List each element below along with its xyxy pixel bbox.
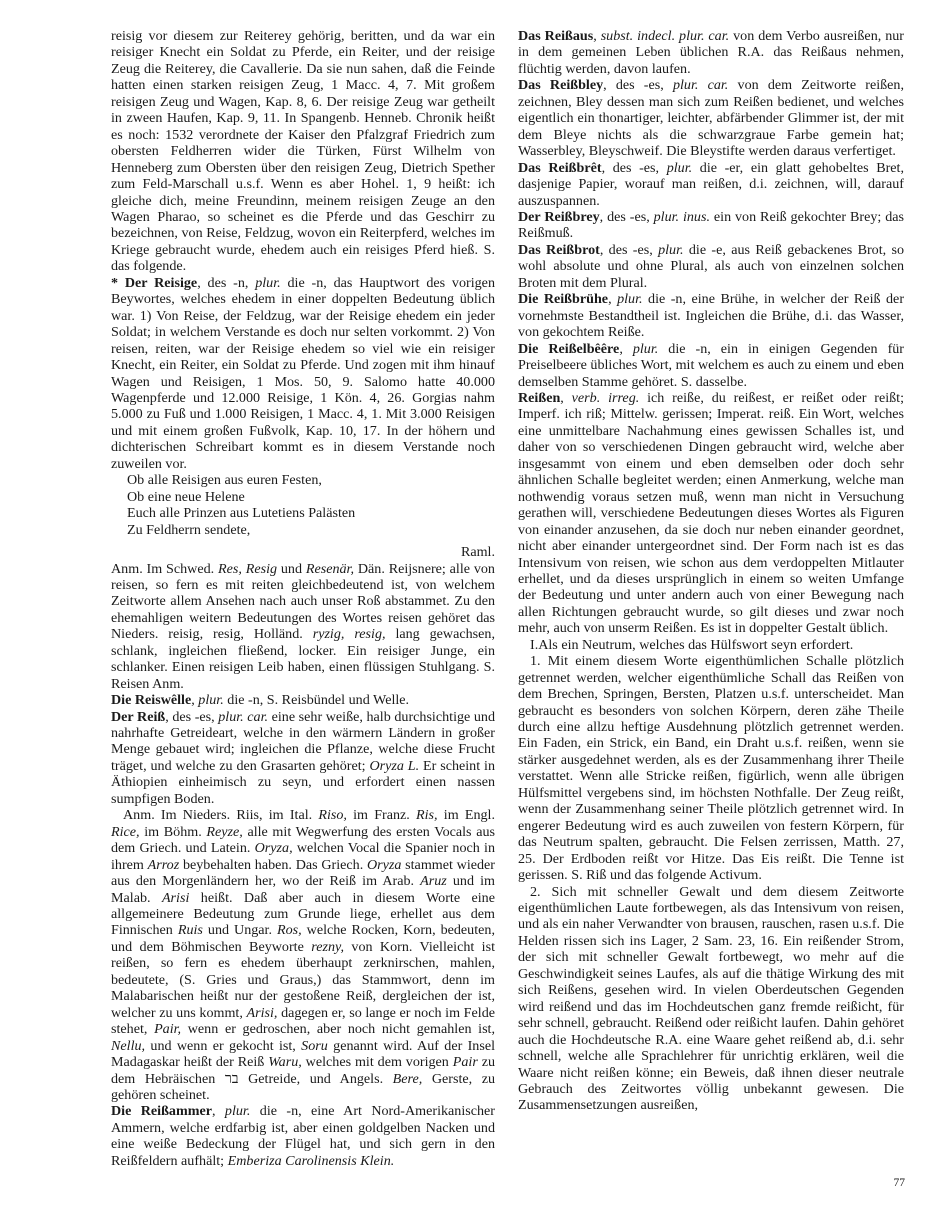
grammar-label: plur. bbox=[658, 241, 684, 258]
headword: Die Reißammer bbox=[111, 1103, 212, 1120]
headword: Das Reißbrot bbox=[518, 241, 600, 258]
page-number: 77 bbox=[893, 1177, 905, 1189]
headword: Der Reiß bbox=[111, 708, 166, 725]
grammar-label: plur. bbox=[255, 274, 281, 291]
latin-name: Oryza L. bbox=[369, 757, 420, 774]
headword: Das Reißbley bbox=[518, 77, 604, 94]
headword: Die Reißelbêêre bbox=[518, 340, 620, 357]
hebrew-word: בר bbox=[224, 1070, 239, 1087]
section-neutrum: I.Als ein Neutrum, welches das Hülfswort seyn erfordert. bbox=[530, 636, 854, 653]
sense-2: 2. Sich mit schneller Gewalt und dem diesem Zeitworte eigenthümlichen Laute fortbewegen, als das Intensivum von reisen, und als ein naher Verwandter von brausen, rauschen, rasen u.s.f. Die Helden rissen sich ins Lager, 2 Sam. 23, 16. Ein reißender Strom, der sich mit schneller Gewalt fortbewegt, wo mehr auf die Geschwindigkeit seines Laufes, als auf die thätige Wirkung des mit sich Reißens, gesehen wird. In vielen Oberdeutschen Gegenden wird reißend und das im Hochdeutschen ganz fremde reißicht, für sehr schnell, gebraucht. Reißend oder reißicht laufen. Dahin gehöret auch die Hochdeutsche R.A. eine Waare gehet reißend ab, d.i. sehr schnell, welche alle Sprachlehrer für unrichtig erklären, weil die Waare nicht reißen könne; ein Beweis, daß ihnen dieser neutrale Gebrauch des Zeitwortes völlig unbekannt gewesen. Die Zusammensetzungen ausreißen, bbox=[518, 883, 904, 1114]
entry-reissaus: Das Reißaus, subst. indecl. plur. car. von dem Verbo ausreißen, nur in dem gemeinen Leben üblichen R.A. das Reißaus nehmen, flüchtig werden, davon laufen. bbox=[518, 28, 904, 77]
verse-quote bbox=[127, 472, 495, 538]
entry-reissbrey: Der Reißbrey, des -es, plur. inus. ein von Reiß gekochter Brey; das Reißmuß. bbox=[518, 208, 905, 242]
headword: Die Reiswêlle bbox=[111, 692, 192, 709]
continued-entry-text: reisig vor diesem zur Reiterey gehörig, beritten, und da war ein reisiger Knecht ein Soldat zu Pferde, ein Reiter, und der reisige Zeug die Reiterey, die Cavallerie. Da sie nun sahen, daß die Feinde hatten einen starken reisigen Zeug, 1 Macc. 4, 7. Mit großem reisigen Zeug und Wagen, Kap. 8, 6. Der reisige Zeug war getheilt in zween Haufen, Kap. 9, 11. In Spangenb. Henneb. Chronik heißt es noch: 1532 verordnete der Kaiser den Pfalzgraf Friedrich zum obersten Feldherren wider die Türken, Fürst Wilhelm von Henneberg zum Obersten über den reisigen Zeug, Dietrich Spether zum Feld-Marschall u.s.f. Wenn es aber Hohel. 1, 9 heißt: ich gleiche dich, meine Freundinn, meinem reisigen Zeuge an den Wagen Pharao, so scheinet es die Pferde und das Geschirr zu bezeichnen, von Reise, Feldzug, wovon ein Reiterpferd, welches im Kriege gebraucht wurde, ehedem auch ein reisiges Pferd hieß. S. das folgende. bbox=[111, 28, 495, 275]
grammar-label: plur. inus. bbox=[653, 208, 710, 225]
headword: Das Reißbrêt bbox=[518, 159, 602, 176]
entry-reiss: Der Reiß, des -es, plur. car. eine sehr weiße, halb durchsichtige und nahrhafte Getreideart, welche in den wärmern Ländern in großer Menge gebauet wird; ingleichen die Pflanze, welche diese Frucht träget, und welche zu den Grasarten gehöret; Oryza L. Er scheint in Äthiopien einheimisch zu seyn, und erfordert einen nassen sumpfigen Boden. bbox=[111, 708, 496, 807]
grammar-label: plur. car. bbox=[672, 77, 729, 94]
headword: Reißen bbox=[518, 389, 561, 406]
grammar-label: verb. irreg. bbox=[571, 389, 640, 406]
verse-line: Ob eine neue Helene bbox=[127, 488, 245, 505]
headword: Der Reisige bbox=[124, 274, 198, 291]
headword: Die Reißbrühe bbox=[518, 291, 609, 308]
verse-line: Euch alle Prinzen aus Lutetiens Palästen bbox=[127, 505, 356, 522]
right-column bbox=[518, 28, 904, 1114]
verse-attribution: Raml. bbox=[460, 544, 495, 561]
entry-reiswelle: Die Reiswêlle, plur. die -n, S. Reisbündel und Welle. bbox=[111, 692, 410, 709]
entry-reissbrot: Das Reißbrot, des -es, plur. die -e, aus Reiß gebackenes Brot, so wohl absolute und ohne Plural, als auch von einzelnen solchen Broten mit dem Plural. bbox=[518, 241, 905, 291]
grammar-label: plur. bbox=[198, 692, 224, 709]
annotation-reiss: Anm. Im Nieders. Riis, im Ital. Riso, im Franz. Ris, im Engl. Rice, im Böhm. Reyze, alle mit Wegwerfung des ersten Vocals aus dem Griech. und Latein. Oryza, welchen Vocal die Spanier noch in ihrem Arroz beybehalten haben. Das Griech. Oryza stammet wieder aus den Morgenländern her, wo der Reiß im Arab. Aruz und im Malab. Arisi heißt. Daß aber auch in diesem Worte eine allgemeinere Bedeutung zum Grunde liege, erhellet aus dem Finnischen Ruis und Ungar. Ros, welche Rocken, Korn, bedeuten, und dem Böhmischen Beyworte rezny, von Korn. Vielleicht ist reißen, so fern es ehedem überhaupt zerknirschen, mahlen, bedeutete, (S. Gries und Graus,) das Stammwort, denn im Malabarischen heißt nur der gestoßene Reiß, dergleichen der ist, welcher zu uns kommt, Arisi, dagegen er, so lange er noch im Felde stehet, Pair, wenn er gedroschen, aber noch nicht gemahlen ist, Nellu, und wenn er gekocht ist, Soru genannt wird. Auf der Insel Madagaskar heißt der Reiß Waru, welches mit dem vorigen Pair zu dem Hebräischen בר Getreide, und Angels. Bere, Gerste, zu gehören scheinet. bbox=[111, 807, 496, 1103]
entry-reisselbeere: Die Reißelbêêre, plur. die -n, ein in einigen Gegenden für Preiselbeere übliches Wort, mit welchem es auch zu einem und eben demselben Stamme gehöret. S. dasselbe. bbox=[518, 340, 905, 390]
entry-reissbruehe: Die Reißbrühe, plur. die -n, eine Brühe, in welcher der Reiß der vornehmste Bestandtheil ist. Ingleichen die Brühe, d.i. das Wasser, von gekochtem Reiße. bbox=[518, 291, 905, 341]
entry-reisige: * Der Reisige, des -n, plur. die -n, das Hauptwort des vorigen Beywortes, welches ehedem in einer doppelten Bedeutung üblich war. 1) Von Reise, der Feldzug, war der Reisige ehedem ein jeder Soldat; in welchem Verstande es doch nur selten vorkommt. 2) Von reisen, reiten, war der Reisige ehedem so viel wie ein reisiger Knecht, ein Reiter, ein Soldat zu Pferde. Und zogen mit ihm hinauf Wagen und Reisigen, 1 Mos. 50, 9. Salomo hatte 40.000 Wagenpferde und 12.000 Reisige, 1 Kön. 4, 26. Gorgias nahm 5.000 zu Fuß und 1.000 Reisigen, 1 Macc. 4, 1. Mit 3.000 Reisigen und mit einem großen Fußvolk, Kap. 10, 17. In der höhern und dichterischen Schreibart kommt es in diesem Verstande noch zuweilen vor. bbox=[111, 274, 495, 472]
annotation-reisige: Anm. Im Schwed. Res, Resig und Resenär, Dän. Reijsnere; alle von reisen, so fern es mit reiten gleichbedeutend ist, von welchem Zeitworte allem Ansehen nach auch unser Roß abstammet. Zu den ehemahligen weitern Bedeutungen des Wortes reisen gehöret das Nieders. reisig, resig, Holländ. ryzig, resig, lang gewachsen, schlank, ingleichen fließend, locker. Ein reisiger Junge, ein schlanker. Einen reisigen Leib haben, einen flüssigen Stuhlgang. S. Reisen Anm. bbox=[111, 560, 495, 692]
headword: Der Reißbrey bbox=[518, 208, 600, 225]
grammar-label: subst. indecl. plur. car. bbox=[600, 28, 730, 44]
grammar-label: plur. car. bbox=[218, 708, 269, 725]
entry-reissen: Reißen, verb. irreg. ich reiße, du reißest, er reißet oder reißt; Imperf. ich riß; Mittelw. gerissen; Imperat. reiß. Ein Wort, welches eine unmittelbare Nachahmung eines gewissen Schalles ist, und daher von so verschiedenen Dingen gebraucht wird, welche aber insgesammt von einem und eben demselben oder doch sehr ähnlichen Schalle begleitet werden; einen Anmerkung, welche man nothwendig voraus setzen muß, wenn man nicht in Versuchung gerathen will, verschiedene Bedeutungen dieses Wortes als Figuren von einander anzusehen, da sie doch nur neben einander geordnet, nicht aber einander untergeordnet sind. Der Form nach ist es das Intensivum von reisen, wie schon aus dem verdoppelten Mitlauter erhellet, und da dieses ursprünglich in einem so weiten Umfange der Bedeutung und unter andern auch von einer Bewegung nach allen Richtungen gebraucht wurde, so gilt dieses und zwar noch mehr, auch von unserm Reißen. Es ist in doppelter Gestalt üblich. bbox=[518, 389, 904, 637]
left-column bbox=[111, 28, 495, 1169]
grammar-label: plur. bbox=[632, 340, 659, 357]
entry-star: * bbox=[111, 274, 125, 291]
grammar-label: plur. bbox=[666, 159, 693, 176]
verse-line: Ob alle Reisigen aus euren Festen, bbox=[127, 472, 322, 489]
latin-name: Emberiza Carolinensis Klein. bbox=[227, 1152, 395, 1169]
entry-reissammer: Die Reißammer, plur. die -n, eine Art Nord-Amerikanischer Ammern, welche erdfarbig ist, aber einen goldgelben Nacken und eine weiße Bedeckung der Flügel hat, und sich gern in den Reißfeldern aufhält; Emberiza Carolinensis Klein. bbox=[111, 1103, 495, 1169]
verse-line: Zu Feldherrn sendete, bbox=[127, 521, 251, 538]
entry-reissbley: Das Reißbley, des -es, plur. car. von dem Zeitworte reißen, zeichnen, Bley dessen man sich zum Reißen bedienet, und welches eigentlich ein thonartiger, leichter, abfärbender Glimmer ist, der mit dem Bleye nichts als die schwarzgraue Farbe gemein hat; Wasserbley, Bleyschweif. Die Bleystifte werden daraus verfertiget. bbox=[518, 77, 904, 160]
grammar-label: plur. bbox=[224, 1103, 251, 1120]
entry-reissbret: Das Reißbrêt, des -es, plur. die -er, ein glatt gehobeltes Bret, dasjenige Papier, worauf man reißen, d.i. zeichnen, will, darauf auszuspannen. bbox=[518, 159, 904, 209]
grammar-label: plur. bbox=[617, 291, 643, 308]
headword: Das Reißaus bbox=[518, 28, 594, 44]
sense-1: 1. Mit einem diesem Worte eigenthümlichen Schalle plötzlich getrennet werden, welcher eigenthümliche Schall das Reißen von dem Brechen, Springen, Bersten, Platzen u.s.f. unterscheidet. Man gebraucht es besonders von solchen Körpern, deren zähe Theile durch eine allzu heftige Ausdehnung plötzlich getrennet werden. Ein Faden, ein Strick, ein Band, ein Draht u.s.f. reißen, wenn sie stärker ausgedehnet werden, als es der Zusammenhang ihrer Theile verstattet. Wenn alle Stricke reißen, figürlich, wenn alle übrigen Hülfsmittel vergebens sind, im höchsten Nothfalle. Der Zeug reißt, wenn der Zusammenhang seiner Theile plötzlich getrennet wird. In engerer Bedeutung wird es auch zuweilen von festern Körpern, für das Neutrum spalten, gebraucht. Die Felsen zerrissen, Matth. 27, 25. Der Erdboden reißt vor Hitze. Das Eis reißt. Die Tenne ist gerissen. S. Riß und das folgende Activum. bbox=[518, 653, 904, 884]
